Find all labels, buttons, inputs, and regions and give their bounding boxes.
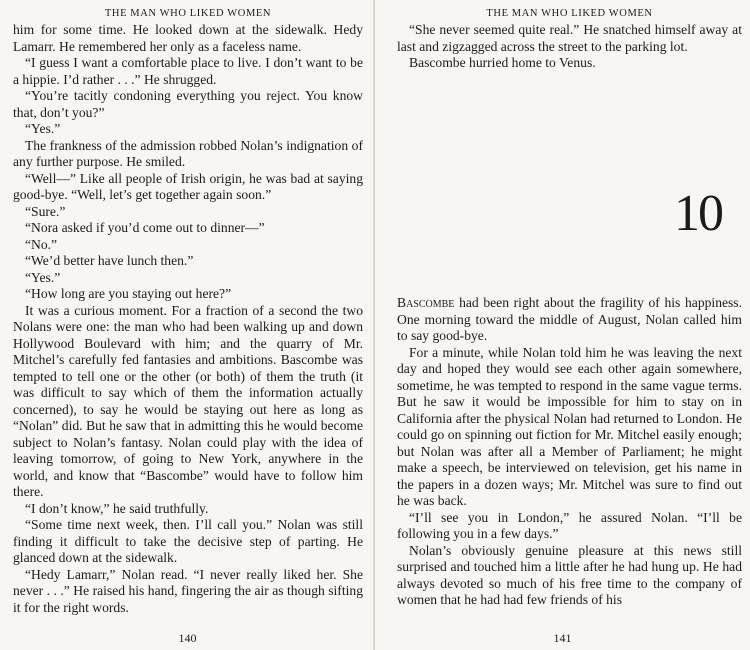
page-number-right: 141 (553, 631, 572, 645)
paragraph: For a minute, while Nolan told him he was leaving the next day and hoped they would see each other again somewhere, sometime, he was tempted to respond in the same vague terms. But he saw it would be impossible for him to stay on in California after the physical Nolan had returned to London. He could go on spinning out fiction for Mr. Mitchel easily enough; but Nolan was after all a Member of Parliament; he might make a speech, be interviewed on television, get his name in the papers in a dozen ways; Mr. Mitchel was sure to find out he was back. (397, 344, 742, 508)
paragraph: “I’ll see you in London,” he assured Nolan. “I’ll be following you in a few days.” (397, 509, 742, 541)
paragraph: “Sure.” (25, 203, 66, 219)
paragraph: Bascombe hurried home to Venus. (409, 55, 596, 70)
running-head-right: THE MAN WHO LIKED WOMEN (486, 8, 653, 19)
chapter-number: 10 (674, 185, 722, 242)
paragraph: “I don’t know,” he said truthfully. (25, 500, 209, 516)
paragraph: “Some time next week, then. I’ll call you.” Nolan was still finding it difficult to take the decisive step of parting. He glanced down at the sidewalk. (13, 517, 363, 565)
paragraph: “Well—” Like all people of Irish origin, he was bad at saying good-bye. “Well, let’s get together again soon.” (13, 170, 363, 202)
paragraph: “Yes.” (25, 269, 61, 285)
paragraph: “She never seemed quite real.” He snatched himself away at last and zigzagged across the street to the parking lot. (397, 22, 742, 54)
paragraph: “How long are you staying out here?” (25, 286, 232, 301)
right-page-top-text (397, 22, 742, 72)
running-head-left: THE MAN WHO LIKED WOMEN (104, 8, 272, 19)
paragraph: Nolan’s obviously genuine pleasure at this news still surprised and touched him a little after he had hung up. He had always devoted so much of his free time to the company of women that he had had few friends of his (397, 542, 742, 607)
paragraph: “Hedy Lamarr,” Nolan read. “I never really liked her. She never . . .” He raised his hand, fingering the air as though sifting it for the right words. (13, 566, 363, 615)
left-page-text (13, 22, 363, 616)
chapter-opening-paragraph (397, 295, 742, 345)
paragraph: “Nora asked if you’d come out to dinner—” (25, 220, 265, 235)
page-number-left: 140 (178, 631, 197, 645)
paragraph: The frankness of the admission robbed Nolan’s indignation of any further purpose. He smiled. (13, 137, 363, 169)
paragraph: “We’d better have lunch then.” (25, 253, 194, 268)
chapter-body (397, 295, 742, 609)
paragraph: “Yes.” (25, 121, 61, 136)
chapter-opening-text: had been right about the fragility of his happiness. One morning toward the middle of August, Nolan called him to say good-bye. (397, 295, 742, 343)
paragraph: “You’re tacitly condoning everything you reject. You know that, don’t you?” (13, 88, 363, 120)
right-page (375, 0, 750, 650)
paragraph: “No.” (25, 236, 58, 252)
chapter-opening-word: Bascombe (397, 295, 455, 310)
paragraph: It was a curious moment. For a fraction of a second the two Nolans were one: the man who had been walking up and down Hollywood Boulevard with him; and the quarry of Mr. Mitchel’s carefully fed fantasies and ambitions. Bascombe was tempted to tell one or the other (or both) of them the truth (it was difficult to say which of them the information actually concerned), to say he would be staying out here as long as “Nolan” did. But he saw that in admitting this he would become subject to Nolan’s fantasy. Nolan could play with the idea of leaving tomorrow, of going to New York, anywhere in the world, and know that “Bascombe” would have to follow him there. (13, 302, 363, 499)
paragraph: “I guess I want a comfortable place to live. I don’t want to be a hippie. I’d rather . . .” He shrugged. (13, 55, 363, 87)
paragraph: him for some time. He looked down at the sidewalk. Hedy Lamarr. He remembered her only as a faceless name. (13, 22, 363, 54)
